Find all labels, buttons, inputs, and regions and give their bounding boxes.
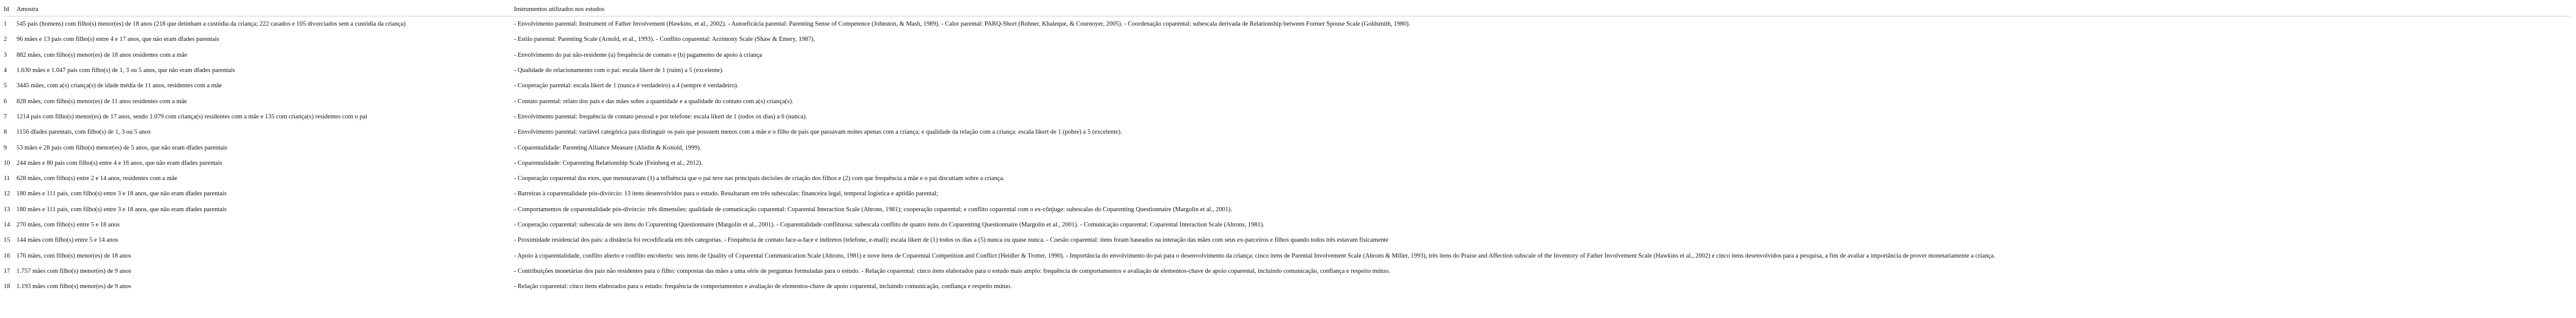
cell-id: 2 [4, 36, 7, 43]
cell-sample: 628 mães, com filho(s) entre 2 e 14 anos, residentes com a mãe [17, 175, 178, 182]
studies-table [4, 3, 2570, 294]
table-row [4, 248, 2570, 263]
cell-instruments: - Contato parental: relato dos pais e das mães sobre a quantidade e a qualidade do contato com a(s) criança(s). [514, 98, 794, 105]
cell-instruments: - Coparentalidade: Coparenting Relationship Scale (Feinberg et al., 2012). [514, 159, 703, 167]
cell-sample: 1.630 mães e 1.047 pais com filho(s) de 1, 3 ou 5 anos, que não eram dfades parentais [17, 67, 235, 74]
cell-id: 7 [4, 113, 7, 120]
cell-instruments: - Proximidade residencial dos pais: a distância foi recodificada em três categorias. - Frequência de contato face-a-face e indiretos (telefone, e-mail): escala likert de (1) todos os dias a (5) nunca ou quase nunca. - Coesão coparental: itens foram baseados na interação das mães com seus ex-parceiros e filhos quando todos três estavam fisicamente [514, 237, 1389, 244]
table-row [4, 156, 2570, 171]
cell-sample: 545 pais (homens) com filho(s) menor(es) de 18 anos (218 que detinham a custódia da criança; 222 casados e 105 divorciados sem a custódia da criança) [17, 21, 406, 28]
cell-id: 16 [4, 252, 10, 259]
table-row [4, 48, 2570, 63]
cell-id: 13 [4, 206, 10, 213]
cell-instruments: - Qualidade do relacionamento com o pai: escala likert de 1 (ruim) a 5 (excelente). [514, 67, 724, 74]
table-row [4, 125, 2570, 140]
cell-sample: 144 mães com filho(s) entre 5 e 14 anos [17, 237, 119, 244]
cell-instruments: - Envolvimento parental: frequência de contato pessoal e por telefone: escala likert de 1 (todos os dias) a 6 (nunca). [514, 113, 807, 120]
cell-instruments: - Comportamentos de coparentalidade pós-divórcio: três dimensões: qualidade de comunicação coparental: Coparental Interaction Scale (Ahrons, 1981); cooperação coparental; e conflito coparental com o ex-cônjuge: subescalas do Coparenting Questionnaire (Margolin et al., 2001). [514, 206, 1232, 213]
table-row [4, 140, 2570, 155]
cell-instruments: - Contribuições monetárias dos pais não residentes para o filho: compostas das mães a uma série de perguntas formuladas para o estudo. - Relação coparental: cinco itens elaborados para o estudo mais amplo: frequência de comportamentos e avaliação de elementos-chave de apoio coparental, incluindo comunicação, confiança e respeito mútuo. [514, 267, 1390, 275]
cell-sample: 828 mães, com filho(s) menor(es) de 11 anos residentes com a mãe [17, 98, 187, 105]
cell-id: 6 [4, 98, 7, 105]
cell-sample: 1156 dfades parentais, com filho(s) de 1, 3 ou 5 anos [17, 129, 151, 136]
table-row [4, 233, 2570, 248]
cell-instruments: - Coparentalidade: Parenting Alliance Measure (Abidin & Konold, 1999). [514, 144, 702, 151]
cell-sample: 180 mães e 111 pais, com filho(s) entre 3 e 18 anos, que não eram dfades parentais [17, 206, 227, 213]
cell-instruments: - Envolvimento parental: Instrument of Father Involvement (Hawkins, et al., 2002). - Autoeficácia parental: Parenting Sense of Competence (Johnston, & Mash, 1989). - Calor parental: PARQ-Short (Rohner, Khaleque, & Cournoyer, 2005). - Coordenação coparental: subescala derivada de Relationship between Former Spouse Scale (Goldsmith, 1980). [514, 21, 1411, 28]
cell-id: 15 [4, 237, 10, 244]
cell-instruments: - Relação coparental: cinco itens elaborados para o estudo: frequência de comportamentos e avaliação de elementos-chave de apoio coparental, incluindo comunicação, confiança e respeito mútuo. [514, 283, 1012, 291]
cell-sample: 96 mães e 13 pais com filho(s) entre 4 e 17 anos, que não eram dfades parentais [17, 36, 219, 43]
cell-sample: 1.757 mães com filho(s) menor(es) de 9 anos [17, 267, 131, 275]
table-row [4, 93, 2570, 109]
cell-sample: 176 mães, com filho(s) menor(es) de 18 anos [17, 252, 131, 259]
table-row [4, 186, 2570, 201]
cell-id: 8 [4, 129, 7, 136]
cell-id: 11 [4, 175, 10, 182]
table-row [4, 78, 2570, 93]
cell-sample: 180 mães e 111 pais, com filho(s) entre 3 e 18 anos, que não eram dfades parentais [17, 190, 227, 198]
cell-id: 18 [4, 283, 10, 291]
cell-id: 12 [4, 190, 10, 198]
cell-sample: 3445 mães, com a(s) criança(s) de idade média de 11 anos, residentes com a mãe [17, 82, 222, 90]
cell-id: 14 [4, 222, 10, 228]
table-row [4, 171, 2570, 186]
cell-sample: 1.193 mães com filho(s) menor(es) de 9 anos [17, 283, 131, 291]
table-row [4, 264, 2570, 279]
table-row [4, 16, 2570, 32]
cell-sample: 882 mães, com filho(s) menor(es) de 18 anos residentes com a mãe [17, 51, 188, 59]
cell-id: 10 [4, 159, 10, 167]
table-row [4, 279, 2570, 294]
column-header-instruments: Instrumentos utilizados nos estudos [514, 6, 605, 13]
cell-id: 9 [4, 144, 7, 151]
table-row [4, 32, 2570, 47]
cell-sample: 244 mães e 80 pais com filho(s) entre 4 e 16 anos, que não eram dfades parentais [17, 159, 222, 167]
table-row [4, 217, 2570, 233]
cell-id: 17 [4, 267, 10, 275]
column-header-id: Id [4, 6, 9, 13]
cell-instruments: - Cooperação coparental dos exes, que mensuravam (1) a influência que o pai teve nas principais decisões de criação dos filhos e (2) com que frequência a mãe e o pai discutiam sobre a criança. [514, 175, 1005, 182]
table-row [4, 202, 2570, 217]
cell-instruments: - Envolvimento parental: variável categórica para distinguir os pais que possuem menos com a mãe e o filho de pais que passavam noites apenas com a criança; e qualidade da relação com a criança: escala likert de 1 (pobre) a 5 (excelente). [514, 129, 1122, 136]
cell-instruments: - Envolvimento do pai não-residente (a) frequência de contato e (b) pagamento de apoio à criança [514, 51, 762, 59]
table-body [4, 16, 2570, 295]
cell-id: 4 [4, 67, 7, 74]
table-header [4, 3, 2570, 16]
cell-instruments: - Barreiras à coparentalidade pós-divórcio: 13 itens desenvolvidos para o estudo. Resultaram em três subescalas: financeira legal, temporal logística e aptidão parental; [514, 190, 938, 198]
cell-id: 5 [4, 82, 7, 90]
cell-instruments: - Estilo parental: Parenting Scale (Arnold, et al., 1993). - Conflito coparental: Acrimony Scale (Shaw & Emery, 1987). [514, 36, 815, 43]
header-row [4, 3, 2570, 16]
column-header-sample: Amostra [17, 6, 39, 13]
cell-sample: 53 mães e 28 pais com filho(s) menor(es) de 5 anos, que não eram dfades parentais [17, 144, 228, 151]
cell-id: 1 [4, 21, 7, 28]
cell-sample: 270 mães, com filho(s) entre 5 e 18 anos [17, 222, 120, 228]
table-row [4, 63, 2570, 78]
cell-id: 3 [4, 51, 7, 59]
cell-instruments: - Cooperação coparental: subescala de seis itens do Coparenting Questionnaire (Margolin et al., 2001). - Coparentalidade conflituosa: subescala conflito de quatro itens do Coparenting Questionnaire (Margolin et al., 2001). - Comunicação coparental: Coparental Interaction Scale (Ahrons, 1981). [514, 222, 1264, 228]
table-row [4, 109, 2570, 125]
cell-instruments: - Cooperação parental: escala likert de 1 (nunca é verdadeiro) a 4 (sempre é verdadeiro). [514, 82, 739, 90]
cell-instruments: - Apoio à coparentalidade, conflito aberto e conflito encoberto: seis itens de Quality of Coparental Communication Scale (Ahrons, 1981) e nove itens de Coparental Competition and Conflict (Heidler & Trotter, 1990). - Importância do envolvimento do pai para o desenvolvimento da criança: cinco itens de Parental Involvement Scale (Ahrons & Miller, 1993), três itens do Praise and Affection subscale of the Inventory of Father Involvement Scale (Hawkins et al., 2002) e cinco itens desenvolvidos para a pesquisa, a fim de avaliar a importância de prover monetariamente a criança. [514, 252, 1995, 259]
cell-sample: 1214 pais com filho(s) menor(es) de 17 anos, sendo 1.079 com criança(s) residentes com a mãe e 135 com criança(s) residentes com o pai [17, 113, 367, 120]
